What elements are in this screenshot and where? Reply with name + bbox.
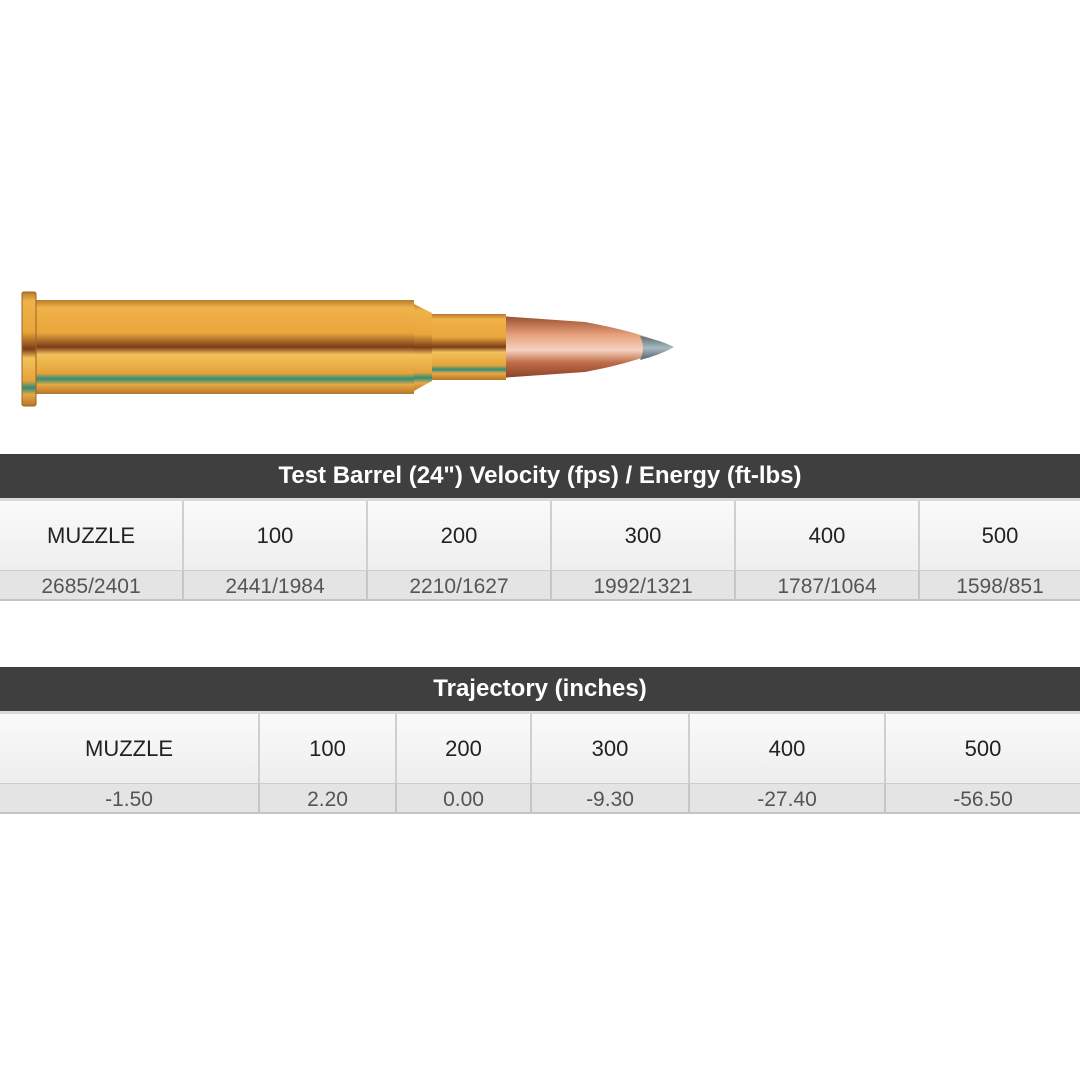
header-cell-100: 100 (184, 501, 368, 570)
value-cell-200: 2210/1627 (368, 570, 552, 601)
value-cell-400: -27.40 (690, 783, 886, 814)
trajectory-table-title: Trajectory (inches) (0, 667, 1080, 714)
trajectory-value-row (0, 783, 1080, 814)
value-cell-500: 1598/851 (920, 570, 1080, 601)
header-cell-400: 400 (736, 501, 920, 570)
value-cell-200: 0.00 (397, 783, 532, 814)
header-cell-300: 300 (552, 501, 736, 570)
value-cell-500: -56.50 (886, 783, 1080, 814)
velocity-table-title: Test Barrel (24") Velocity (fps) / Energy (ft-lbs) (0, 454, 1080, 501)
header-cell-200: 200 (368, 501, 552, 570)
trajectory-header-row (0, 714, 1080, 783)
header-cell-muzzle: MUZZLE (0, 714, 260, 783)
header-cell-500: 500 (886, 714, 1080, 783)
header-cell-200: 200 (397, 714, 532, 783)
header-cell-100: 100 (260, 714, 397, 783)
rifle-cartridge-image (0, 0, 700, 420)
value-cell-100: 2441/1984 (184, 570, 368, 601)
value-cell-300: -9.30 (532, 783, 690, 814)
value-cell-100: 2.20 (260, 783, 397, 814)
header-cell-300: 300 (532, 714, 690, 783)
trajectory-table (0, 667, 1080, 814)
value-cell-muzzle: -1.50 (0, 783, 260, 814)
header-cell-400: 400 (690, 714, 886, 783)
value-cell-300: 1992/1321 (552, 570, 736, 601)
velocity-energy-table (0, 454, 1080, 601)
velocity-value-row (0, 570, 1080, 601)
header-cell-500: 500 (920, 501, 1080, 570)
velocity-header-row (0, 501, 1080, 570)
value-cell-muzzle: 2685/2401 (0, 570, 184, 601)
header-cell-muzzle: MUZZLE (0, 501, 184, 570)
value-cell-400: 1787/1064 (736, 570, 920, 601)
